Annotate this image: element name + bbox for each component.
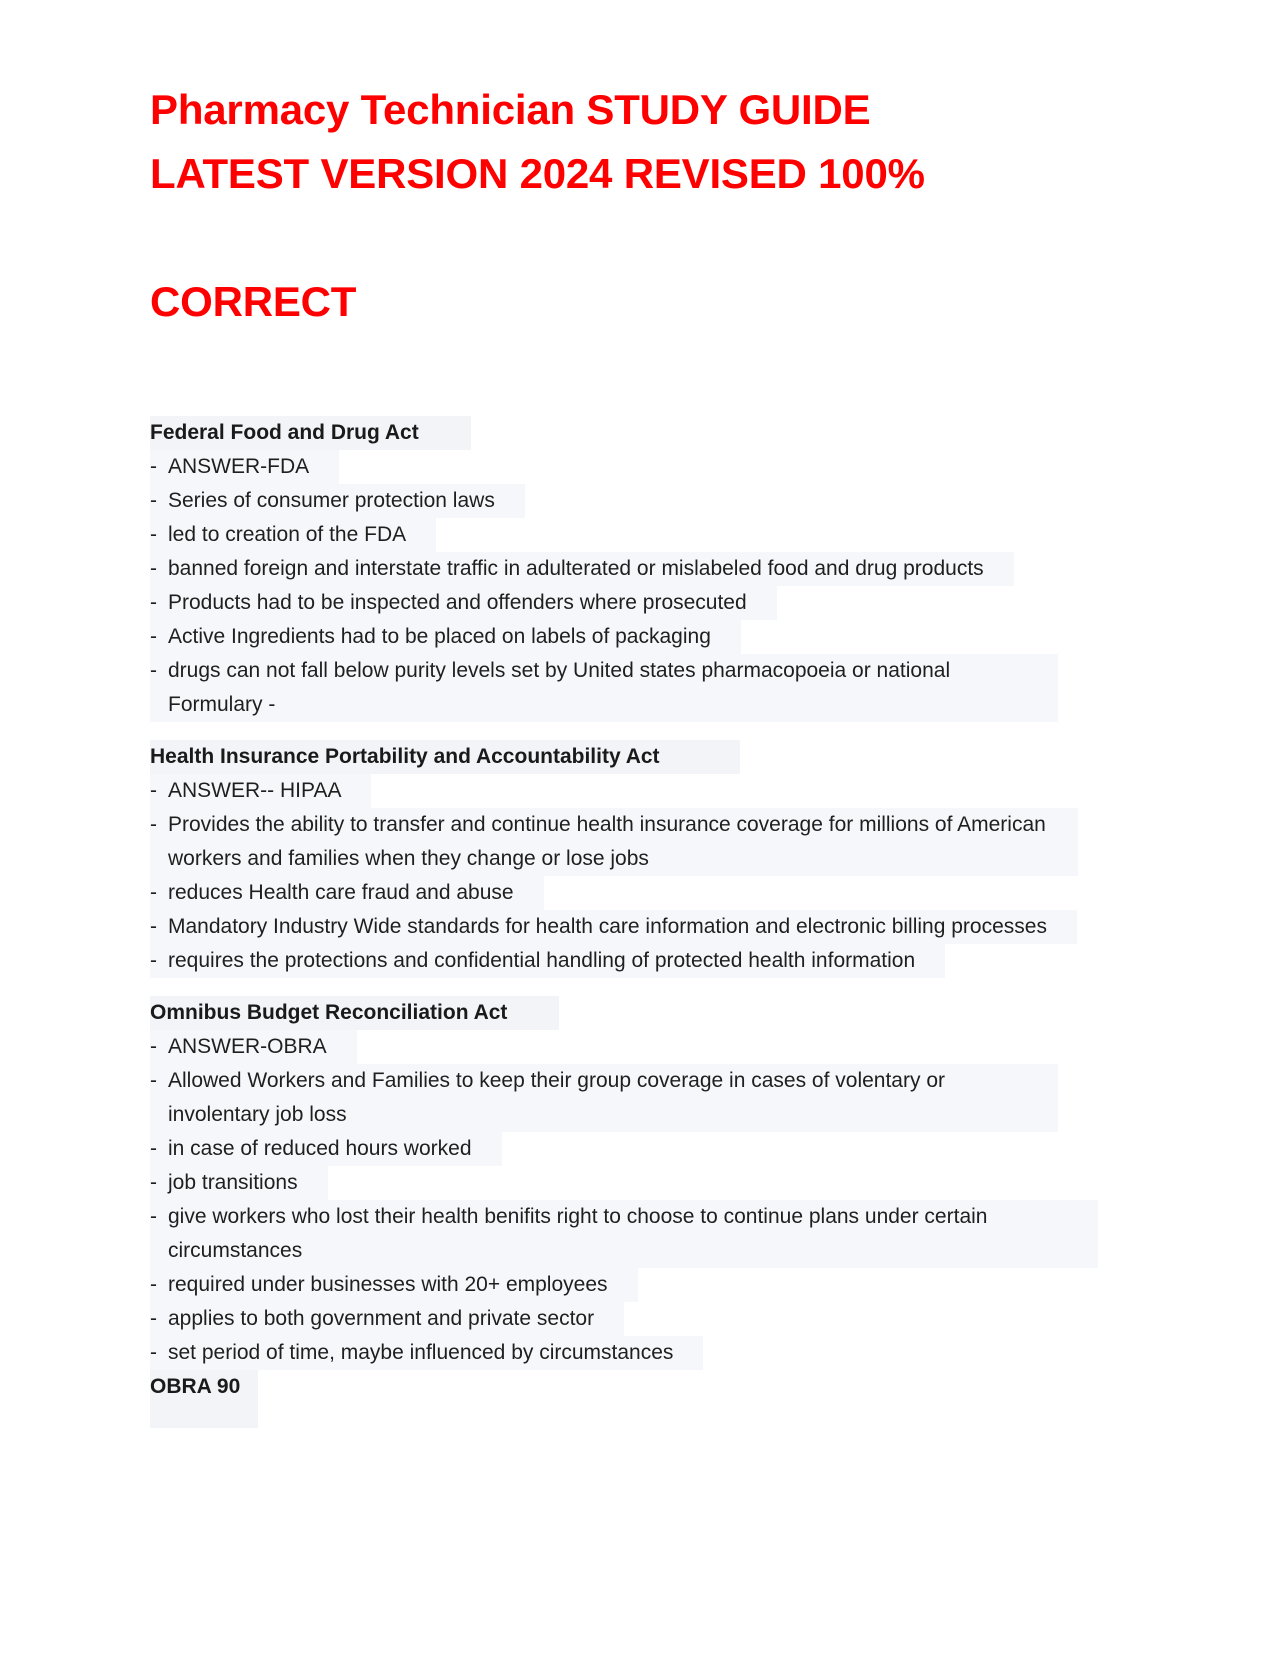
list-item: - ANSWER-FDA bbox=[150, 450, 339, 484]
list-item: - ANSWER-- HIPAA bbox=[150, 774, 371, 808]
list-item: - job transitions bbox=[150, 1166, 328, 1200]
section-federal-food-drug-act bbox=[150, 416, 1130, 722]
list-item: - applies to both government and private sector bbox=[150, 1302, 624, 1336]
list-item: - Products had to be inspected and offenders where prosecuted bbox=[150, 586, 777, 620]
list-item: - required under businesses with 20+ employees bbox=[150, 1268, 638, 1302]
document-title bbox=[150, 78, 1130, 334]
section-heading: Omnibus Budget Reconciliation Act bbox=[150, 996, 559, 1030]
section-heading: Federal Food and Drug Act bbox=[150, 416, 471, 450]
list-item: - ANSWER-OBRA bbox=[150, 1030, 357, 1064]
list-item: - requires the protections and confidential handling of protected health information bbox=[150, 944, 945, 978]
sections bbox=[150, 416, 1130, 1428]
list-item: - Allowed Workers and Families to keep their group coverage in cases of volentary or involentary job loss bbox=[150, 1064, 1058, 1132]
title-spacer bbox=[150, 206, 1130, 270]
section-heading: OBRA 90 bbox=[150, 1370, 258, 1428]
list-item: - drugs can not fall below purity levels set by United states pharmacopoeia or national Formulary - bbox=[150, 654, 1058, 722]
section-heading: Health Insurance Portability and Accountability Act bbox=[150, 740, 740, 774]
section-hipaa bbox=[150, 740, 1130, 978]
list-item: - set period of time, maybe influenced by circumstances bbox=[150, 1336, 703, 1370]
section-obra bbox=[150, 996, 1130, 1428]
list-item: - in case of reduced hours worked bbox=[150, 1132, 502, 1166]
document-page bbox=[150, 78, 1130, 1446]
list-item: - give workers who lost their health benifits right to choose to continue plans under certain circumstances bbox=[150, 1200, 1098, 1268]
title-line-1: Pharmacy Technician STUDY GUIDE bbox=[150, 86, 871, 133]
title-line-2: LATEST VERSION 2024 REVISED 100% bbox=[150, 150, 925, 197]
list-item: - reduces Health care fraud and abuse bbox=[150, 876, 544, 910]
list-item: - banned foreign and interstate traffic in adulterated or mislabeled food and drug products bbox=[150, 552, 1014, 586]
list-item: - Provides the ability to transfer and continue health insurance coverage for millions of American workers and families when they change or lose jobs bbox=[150, 808, 1078, 876]
list-item: - Active Ingredients had to be placed on labels of packaging bbox=[150, 620, 741, 654]
title-line-3: CORRECT bbox=[150, 278, 357, 325]
list-item: - Series of consumer protection laws bbox=[150, 484, 525, 518]
list-item: - led to creation of the FDA bbox=[150, 518, 436, 552]
list-item: - Mandatory Industry Wide standards for health care information and electronic billing processes bbox=[150, 910, 1077, 944]
